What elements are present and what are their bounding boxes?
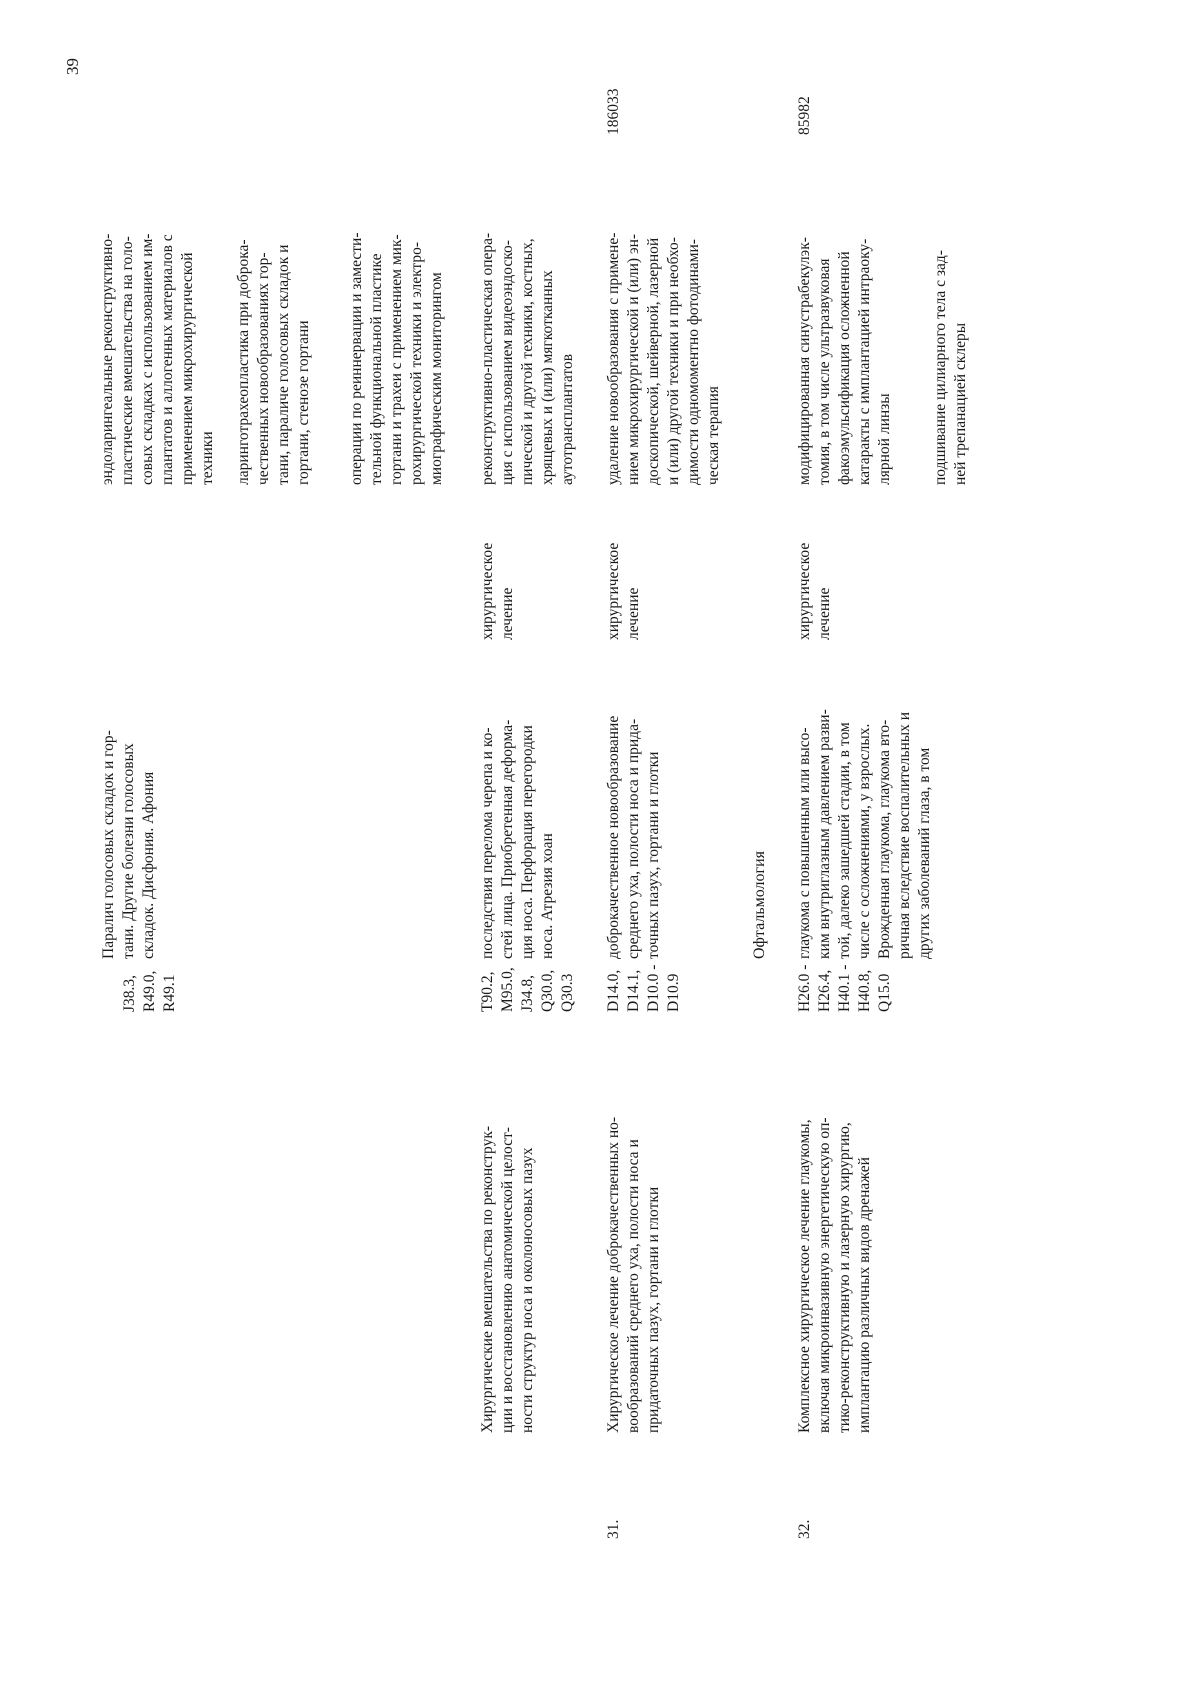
- text-line: R49.0,: [141, 970, 158, 1012]
- text-line: H26.4,: [816, 969, 833, 1012]
- text-line: глаукома с повышенным или высо-: [796, 727, 813, 959]
- text-line: гортани, стенозе гортани: [295, 320, 312, 485]
- text-line: точных пазух, гортани и глотки: [645, 751, 662, 959]
- row-31-method: [604, 233, 724, 485]
- text-line: тельной функциональной пластике: [368, 253, 385, 485]
- text-line: гортани и трахеи с применением мик-: [388, 234, 405, 485]
- text-line: нием микрохирургической и (или) эн-: [625, 233, 642, 485]
- text-line: R49.1: [161, 974, 178, 1012]
- text-line: J38.3,: [121, 974, 138, 1012]
- text-line: миографическим мониторингом: [428, 272, 445, 485]
- text-line: димости одномоментно фотодинами-: [685, 239, 702, 485]
- row-31-treatment: [604, 543, 644, 640]
- text-line: плантатов и аллогенных материалов с: [159, 234, 176, 485]
- text-line: аутотрансплантатов: [559, 353, 576, 485]
- text-line: включая микроинвазивную энергетическую оп-: [816, 1117, 833, 1433]
- row-32-cost: 85982: [796, 96, 813, 135]
- text-line: пической и другой техники, костных,: [519, 238, 536, 485]
- text-line: M95.0,: [499, 967, 516, 1012]
- row-32-name: [795, 1117, 875, 1433]
- row-nose-name: [478, 1126, 538, 1433]
- row-nose-treatment: [478, 543, 518, 640]
- row-nose-codes: [478, 967, 578, 1012]
- text-line: томия, в том числе ультразвуковая: [816, 258, 833, 485]
- text-line: D14.0,: [605, 969, 622, 1012]
- text-line: D10.9: [665, 973, 682, 1012]
- text-line: модифицированная синустрабекулэк-: [796, 237, 813, 485]
- text-line: последствия перелома черепа и ко-: [479, 727, 496, 959]
- row-32-method-1: [795, 237, 895, 485]
- text-line: Врожденная глаукома, глаукома вто-: [876, 719, 893, 959]
- cont-method-3: [347, 233, 447, 486]
- text-line: стей лица. Приобретенная деформа-: [499, 719, 516, 959]
- text-line: подшивание цилиарного тела с зад-: [932, 250, 949, 485]
- text-line: Комплексное хирургическое лечение глаукомы,: [796, 1119, 813, 1433]
- text-line: H40.8,: [856, 969, 873, 1012]
- text-line: хирургическое: [796, 542, 813, 640]
- text-line: чественных новообразованиях гор-: [255, 252, 272, 485]
- text-line: D10.0 -: [645, 964, 662, 1012]
- text-line: и (или) другой техники и при необхо-: [665, 237, 682, 485]
- text-line: ции и восстановлению анатомической целост-: [499, 1127, 516, 1433]
- text-line: техники: [199, 431, 216, 485]
- text-line: тико-реконструктивную и лазерную хирургию,: [836, 1122, 853, 1433]
- cont-method-2: [234, 239, 314, 485]
- row-31-codes: [604, 965, 684, 1012]
- text-line: ричная вследствие воспалительных и: [896, 711, 913, 959]
- row-31-model: [604, 716, 664, 959]
- text-line: рохирургической техники и электро-: [408, 241, 425, 485]
- text-line: факоэмульсификация осложненной: [836, 251, 853, 485]
- row-31-cost: 186033: [605, 88, 622, 135]
- text-line: тани. Другие болезни голосовых: [120, 743, 137, 959]
- text-line: хирургическое: [605, 542, 622, 640]
- text-line: J34.8,: [519, 974, 536, 1012]
- row-nose-method: [478, 233, 578, 485]
- text-line: той, далеко зашедшей стадии, в том: [836, 722, 853, 959]
- text-line: ларинготрахеопластика при доброка-: [235, 239, 252, 485]
- text-line: Паралич голосовых складок и гор-: [100, 730, 117, 959]
- cont-model: [99, 730, 159, 959]
- text-line: других заболеваний глаза, в том: [916, 747, 933, 959]
- text-line: удаление новообразования с примене-: [605, 232, 622, 485]
- section-heading: Офтальмология: [751, 850, 768, 959]
- text-line: лечение: [499, 587, 516, 640]
- text-line: имплантацию различных видов дренажей: [856, 1157, 873, 1433]
- text-line: лярной линзы: [876, 393, 893, 485]
- text-line: Хирургическое лечение доброкачественных но-: [605, 1116, 622, 1433]
- row-32-method-2: [931, 250, 971, 485]
- text-line: лечение: [816, 587, 833, 640]
- text-line: Q15.0: [876, 973, 893, 1012]
- row-nose-model: [478, 720, 558, 959]
- text-line: Q30.3: [559, 973, 576, 1012]
- text-line: ция с использованием видеоэндоско-: [499, 240, 516, 485]
- row-32-number: 32.: [796, 1519, 813, 1539]
- text-line: тани, параличе голосовых складок и: [275, 244, 292, 485]
- text-line: ческая терапия: [705, 386, 722, 485]
- row-31-number: 31.: [605, 1519, 622, 1539]
- text-line: реконструктивно-пластическая опера-: [479, 232, 496, 485]
- row-32-codes: [795, 965, 895, 1012]
- text-line: хирургическое: [479, 542, 496, 640]
- text-line: пластические вмешательства на голо-: [119, 236, 136, 485]
- text-line: эндоларингеальные реконструктивно-: [99, 233, 116, 485]
- cont-codes: [120, 971, 180, 1012]
- text-line: Хирургические вмешательства по реконструк-: [479, 1125, 496, 1433]
- text-line: применением микрохирургической: [179, 252, 196, 485]
- text-line: среднего уха, полости носа и прида-: [625, 718, 642, 959]
- row-32-model: [795, 709, 935, 959]
- text-line: ности структур носа и околоносовых пазух: [519, 1147, 536, 1433]
- text-line: лечение: [625, 587, 642, 640]
- text-line: ция носа. Перфорация перегородки: [519, 725, 536, 959]
- text-line: ней трепанацией склеры: [952, 322, 969, 485]
- text-line: складок. Дисфония. Афония: [140, 771, 157, 959]
- text-line: катаракты с имплантацией интраоку-: [856, 238, 873, 485]
- text-line: доскопической, шейверной, лазерной: [645, 237, 662, 485]
- row-32-treatment: [795, 543, 835, 640]
- text-line: D14.1,: [625, 969, 642, 1012]
- text-line: доброкачественное новообразование: [605, 715, 622, 959]
- text-line: операции по реиннервации и замести-: [348, 232, 365, 485]
- text-line: хрящевых и (или) мягкотканных: [539, 270, 556, 485]
- text-line: совых складках с использованием им-: [139, 233, 156, 485]
- row-31-name: [604, 1117, 664, 1433]
- text-line: Q30.0,: [539, 969, 556, 1012]
- text-line: ким внутриглазным давлением разви-: [816, 709, 833, 959]
- text-line: носа. Атрезия хоан: [539, 833, 556, 959]
- cont-method-1: [98, 234, 218, 485]
- text-line: числе с осложнениями, у взрослых.: [856, 723, 873, 959]
- text-line: вообразований среднего уха, полости носа и: [625, 1139, 642, 1433]
- text-line: H26.0 -: [796, 964, 813, 1012]
- text-line: H40.1 -: [836, 964, 853, 1012]
- text-line: T90.2,: [479, 971, 496, 1012]
- text-line: придаточных пазух, гортани и глотки: [645, 1186, 662, 1433]
- page-number: 39: [63, 58, 82, 75]
